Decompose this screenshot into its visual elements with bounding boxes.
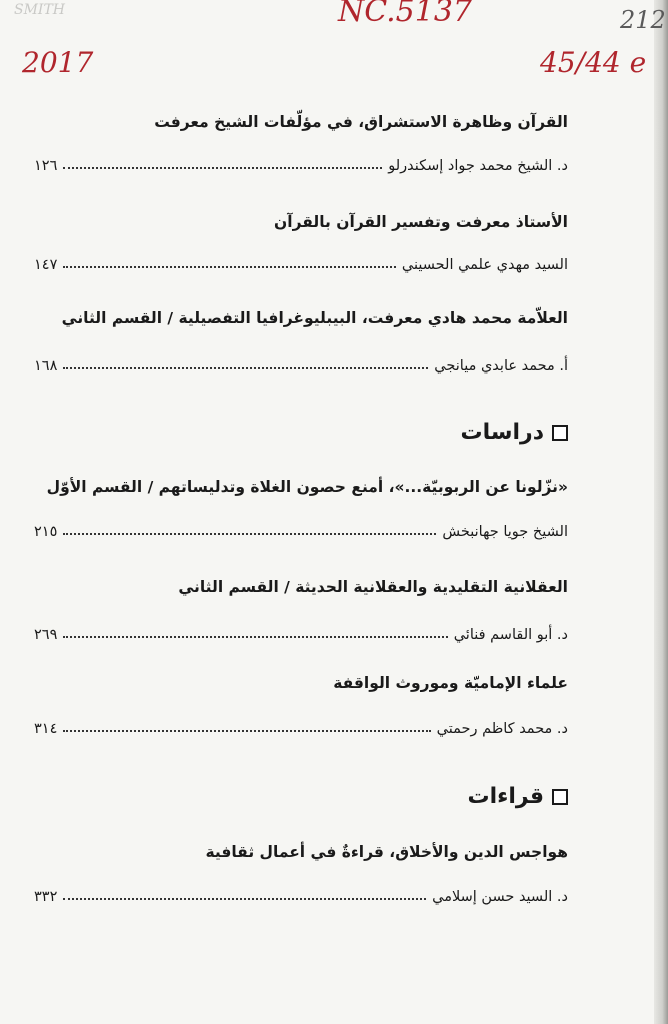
entry-title: العلاّمة محمد هادي معرفت، البيبليوغرافيا التفصيلية / القسم الثاني: [61, 309, 568, 327]
entry-author: د. أبو القاسم فنائي: [453, 627, 568, 643]
dot-leader: [63, 167, 382, 169]
entry-page-number: ٢٦٩: [34, 627, 58, 643]
entry-line: [34, 152, 568, 174]
entry-author: د. السيد حسن إسلامي: [432, 889, 568, 905]
section-heading-label: قراءات: [467, 784, 544, 809]
entry-line: [34, 518, 568, 540]
entry-author: د. محمد كاظم رحمتي: [436, 721, 568, 737]
entry-line: [34, 251, 568, 273]
entry-author: أ. محمد عابدي ميانجي: [434, 358, 568, 374]
entry-line: [34, 621, 568, 643]
entry-title: هواجس الدين والأخلاق، قراءةٌ في أعمال ثقافية: [205, 843, 568, 861]
entry-author: السيد مهدي علمي الحسيني: [401, 257, 568, 273]
entry-page-number: ٢١٥: [34, 524, 58, 540]
dot-leader: [63, 266, 396, 268]
entry-title: القرآن وظاهرة الاستشراق، في مؤلّفات الشيخ معرفت: [154, 113, 568, 131]
square-bullet-icon: [552, 789, 568, 805]
handwritten-shelf-code: 45/44 e: [540, 46, 647, 79]
entry-author: الشيخ جويا جهانبخش: [442, 524, 568, 540]
square-bullet-icon: [552, 425, 568, 441]
entry-page-number: ٣١٤: [34, 721, 58, 737]
pencil-page-marker: 212: [620, 6, 666, 34]
dot-leader: [63, 367, 428, 369]
section-heading-label: دراسات: [460, 420, 544, 445]
faint-top-text: SMITH: [14, 2, 66, 18]
entry-line: [34, 883, 568, 905]
entry-title: العقلانية التقليدية والعقلانية الحديثة / القسم الثاني: [178, 578, 568, 596]
handwritten-year: 2017: [22, 46, 94, 79]
entry-title: علماء الإماميّة وموروث الواقفة: [333, 674, 568, 692]
dot-leader: [63, 898, 426, 900]
dot-leader: [63, 636, 447, 638]
entry-title: الأستاذ معرفت وتفسير القرآن بالقرآن: [274, 213, 568, 231]
entry-page-number: ١٢٦: [34, 158, 58, 174]
entry-line: [34, 715, 568, 737]
entry-page-number: ٣٣٢: [34, 889, 58, 905]
entry-title: «نزّلونا عن الربوبيّة...»، أمنع حصون الغلاة وتدليساتهم / القسم الأوّل: [46, 478, 568, 496]
section-heading: [467, 784, 568, 809]
dot-leader: [63, 533, 436, 535]
dot-leader: [63, 730, 430, 732]
entry-author: د. الشيخ محمد جواد إسكندرلو: [388, 158, 568, 174]
entry-page-number: ١٤٧: [34, 257, 58, 273]
section-heading: [461, 420, 569, 445]
handwritten-top-code: NC.5137: [338, 0, 473, 29]
entry-page-number: ١٦٨: [34, 358, 58, 374]
entry-line: [34, 352, 568, 374]
